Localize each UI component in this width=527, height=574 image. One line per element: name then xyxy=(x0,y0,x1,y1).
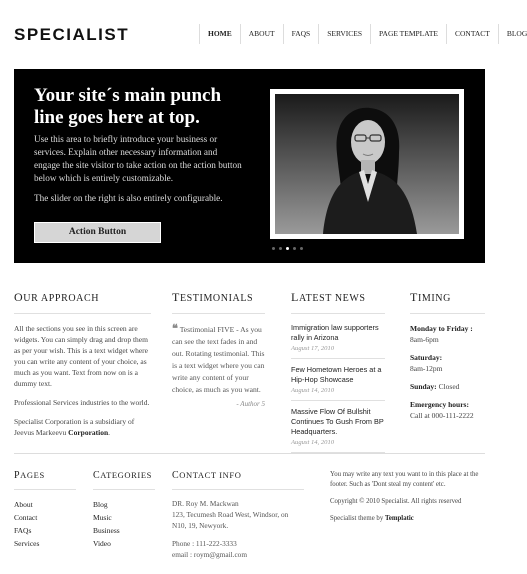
footer-category-music[interactable]: Music xyxy=(93,513,112,522)
footer-pages xyxy=(14,470,76,550)
theme-credit: Specialist theme by Templatic xyxy=(330,515,414,522)
nav-home[interactable]: HOME xyxy=(199,24,240,44)
footer-category-blog[interactable]: Blog xyxy=(93,500,108,509)
news-date: August 17, 2010 xyxy=(291,345,335,352)
timing-item: Sunday: Closed xyxy=(410,382,460,391)
contact-address: DR. Roy M. Mackwan 123, Tecumesh Road West, Windsor, on N10, 19, Newyork. xyxy=(172,499,289,530)
footer-contact xyxy=(172,470,304,560)
hero-intro xyxy=(34,133,244,212)
footer-link-services[interactable]: Services xyxy=(14,539,40,548)
timing-item: Saturday: 8am-12pm xyxy=(410,353,443,373)
copyright: Copyright © 2010 Specialist. All rights reserved xyxy=(330,498,462,505)
news-date: August 14, 2010 xyxy=(291,387,335,394)
footer-link-contact[interactable]: Contact xyxy=(14,513,38,522)
corporation-link[interactable]: Corporation xyxy=(68,428,109,437)
timing-item: Monday to Friday : 8am-6pm xyxy=(410,324,473,344)
timing-item: Emergency hours: Call at 000-111-2222 xyxy=(410,400,474,420)
testimonial-author: - Author 5 xyxy=(236,400,265,408)
footer-link-faqs[interactable]: FAQs xyxy=(14,526,32,535)
slider-pagination xyxy=(270,247,334,250)
contact-phone: Phone : 111-222-3333 xyxy=(172,539,237,548)
approach-paragraph: Professional Services industries to the world. xyxy=(14,398,150,407)
news-link[interactable]: Immigration law supporters rally in Arizona xyxy=(291,323,379,342)
slider-dot[interactable] xyxy=(279,247,282,250)
hero-paragraph: The slider on the right is also entirely configurable. xyxy=(34,193,223,203)
approach-widget xyxy=(14,290,151,446)
news-date: August 14, 2010 xyxy=(291,439,335,446)
slider-dot[interactable] xyxy=(293,247,296,250)
approach-paragraph: Specialist Corporation is a subsidiary of Jeevus Markeevu Corporation. xyxy=(14,417,135,437)
hero-paragraph: Use this area to briefly introduce your business or services. Explain other necessary information and engage the site visitor to take action on the action button below which is entirely customizable. xyxy=(34,134,242,183)
slider-image xyxy=(275,94,459,234)
footer-divider xyxy=(14,453,485,454)
nav-faqs[interactable]: FAQS xyxy=(283,24,319,44)
main-nav xyxy=(199,24,527,44)
contact-email[interactable]: email : roym@gmail.com xyxy=(172,550,248,559)
slider-dot[interactable] xyxy=(272,247,275,250)
slider-dot-active[interactable] xyxy=(286,247,289,250)
footer-category-business[interactable]: Business xyxy=(93,526,120,535)
news-item xyxy=(291,365,385,401)
news-link[interactable]: Few Hometown Heroes at a Hip-Hop Showcase xyxy=(291,365,382,384)
news-link[interactable]: Massive Flow Of Bullshit Continues To Gush From BP Headquarters. xyxy=(291,407,384,436)
contact-details xyxy=(172,498,304,560)
footer-note: You may write any text you want to in this place at the footer. Such as 'Dont steal my content' etc. xyxy=(330,471,479,488)
testimonials-widget xyxy=(172,290,265,408)
timing-widget xyxy=(410,290,485,428)
footer-link-about[interactable]: About xyxy=(14,500,33,509)
footer-contact-title: CONTACT INFO xyxy=(172,470,304,490)
templatic-link[interactable]: Templatic xyxy=(384,515,414,522)
news-item xyxy=(291,407,385,453)
slider-frame[interactable] xyxy=(270,89,464,239)
nav-services[interactable]: SERVICES xyxy=(318,24,370,44)
timing-title: TIMING xyxy=(410,290,485,314)
news-widget xyxy=(291,290,385,459)
footer-categories-list xyxy=(93,498,155,550)
nav-blog[interactable]: BLOG xyxy=(498,24,527,44)
testimonial-text: ❝ Testimonial FIVE - As you can see the text fades in and out. Rotating testimonial. This is a text widget where you can write any content of your choice, as much as you want. xyxy=(172,323,265,394)
approach-paragraph: All the sections you see in this screen are widgets. You can simply drag and drop them as per your wish. This is a text widget where you can write any content of your choice, as much as you want. Text from now on is a dummy text. xyxy=(14,324,149,388)
nav-contact[interactable]: CONTACT xyxy=(446,24,498,44)
approach-text xyxy=(14,323,151,438)
site-logo[interactable]: SPECIALIST xyxy=(14,25,130,44)
footer-pages-title: PAGES xyxy=(14,470,76,490)
woman-portrait-image xyxy=(275,94,459,234)
action-button[interactable]: Action Button xyxy=(34,222,161,243)
footer-category-video[interactable]: Video xyxy=(93,539,111,548)
hero-title: Your site´s main punch line goes here at top. xyxy=(34,85,222,128)
news-item xyxy=(291,323,385,359)
footer-pages-list xyxy=(14,498,76,550)
testimonials-title: TESTIMONIALS xyxy=(172,290,265,314)
footer-categories xyxy=(93,470,155,550)
footer-categories-title: CATEGORIES xyxy=(93,470,155,490)
footer-notes xyxy=(330,470,485,531)
nav-about[interactable]: ABOUT xyxy=(240,24,283,44)
quote-icon: ❝ xyxy=(172,323,178,335)
hero-banner xyxy=(14,69,485,263)
news-title: LATEST NEWS xyxy=(291,290,385,314)
slider-dot[interactable] xyxy=(300,247,303,250)
approach-title: OUR APPROACH xyxy=(14,290,151,314)
nav-page-template[interactable]: PAGE TEMPLATE xyxy=(370,24,446,44)
